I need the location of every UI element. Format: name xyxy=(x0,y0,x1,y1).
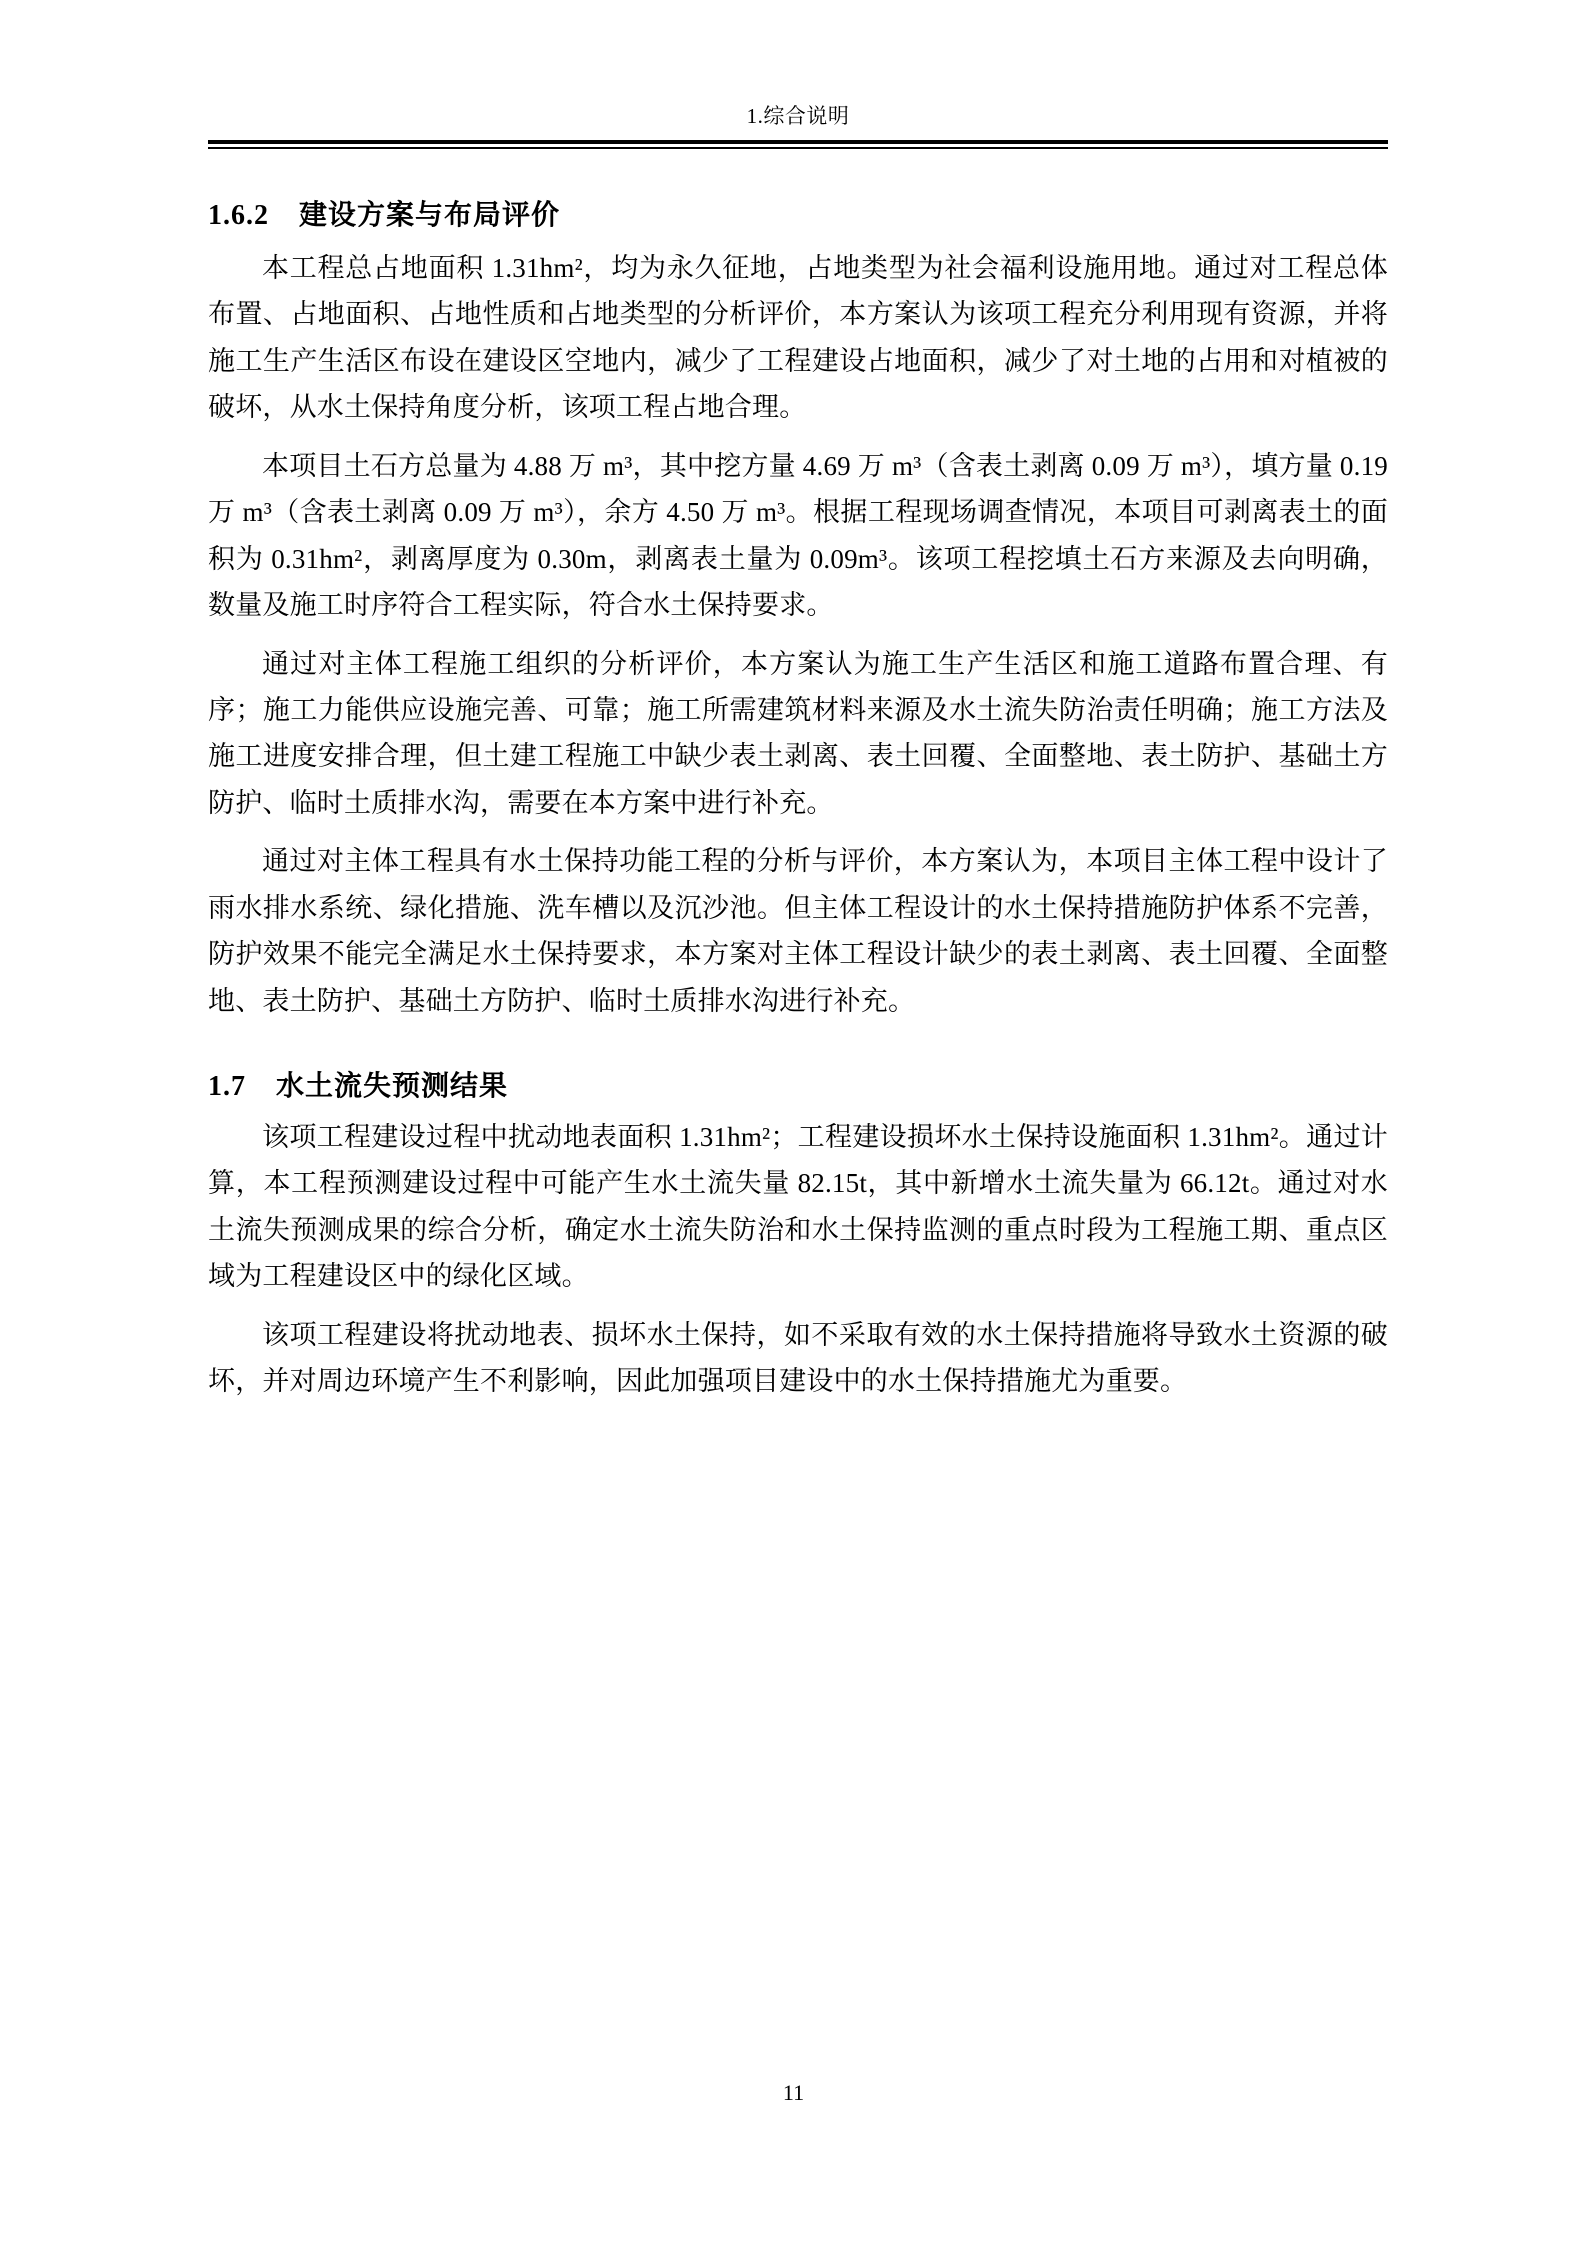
header-rule-thick xyxy=(208,140,1388,144)
section-number: 1.6.2 xyxy=(208,200,269,231)
paragraph: 本项目土石方总量为 4.88 万 m³，其中挖方量 4.69 万 m³（含表土剥离 0.09 万 m³），填方量 0.19 万 m³（含表土剥离 0.09 万 m³），余方 4.50 万 m³。根据工程现场调查情况，本项目可剥离表土的面积为 0.31hm²，剥离厚度为 0.30m，剥离表土量为 0.09m³。该项工程挖填土石方来源及去向明确，数量及施工时序符合工程实际，符合水土保持要求。 xyxy=(208,450,1388,621)
section-heading-1-7 xyxy=(208,1064,1388,1104)
paragraph: 通过对主体工程具有水土保持功能工程的分析与评价，本方案认为，本项目主体工程中设计了雨水排水系统、绿化措施、洗车槽以及沉沙池。但主体工程设计的水土保持措施防护体系不完善，防护效果不能完全满足水土保持要求，本方案对主体工程设计缺少的表土剥离、表土回覆、全面整地、表土防护、基础土方防护、临时土质排水沟进行补充。 xyxy=(208,846,1388,1016)
page-content xyxy=(208,0,1388,1405)
section-title: 建设方案与布局评价 xyxy=(299,198,561,231)
header-rule-thin xyxy=(208,147,1388,149)
section-number: 1.7 xyxy=(208,1071,246,1102)
paragraph: 该项工程建设将扰动地表、损坏水土保持，如不采取有效的水土保持措施将导致水土资源的破坏，并对周边环境产生不利影响，因此加强项目建设中的水土保持措施尤为重要。 xyxy=(208,1319,1388,1397)
section-title: 水土流失预测结果 xyxy=(276,1069,509,1102)
paragraph: 该项工程建设过程中扰动地表面积 1.31hm²；工程建设损坏水土保持设施面积 1.31hm²。通过计算，本工程预测建设过程中可能产生水土流失量 82.15t，其中新增水土流失量为 66.12t。通过对水土流失预测成果的综合分析，确定水土流失防治和水土保持监测的重点时段为工程施工期、重点区域为工程建设区中的绿化区域。 xyxy=(208,1122,1388,1292)
page-number: 11 xyxy=(782,2080,805,2105)
paragraph: 通过对主体工程施工组织的分析评价，本方案认为施工生产生活区和施工道路布置合理、有序；施工力能供应设施完善、可靠；施工所需建筑材料来源及水土流失防治责任明确；施工方法及施工进度安排合理，但土建工程施工中缺少表土剥离、表土回覆、全面整地、表土防护、基础土方防护、临时土质排水沟，需要在本方案中进行补充。 xyxy=(208,648,1388,818)
paragraph: 本工程总占地面积 1.31hm²，均为永久征地，占地类型为社会福利设施用地。通过对工程总体布置、占地面积、占地性质和占地类型的分析评价，本方案认为该项工程充分利用现有资源，并将施工生产生活区布设在建设区空地内，减少了工程建设占地面积，减少了对土地的占用和对植被的破坏，从水土保持角度分析，该项工程占地合理。 xyxy=(208,253,1388,423)
page-header: 1.综合说明 xyxy=(746,104,850,128)
section-heading-1-6-2 xyxy=(208,193,1388,233)
